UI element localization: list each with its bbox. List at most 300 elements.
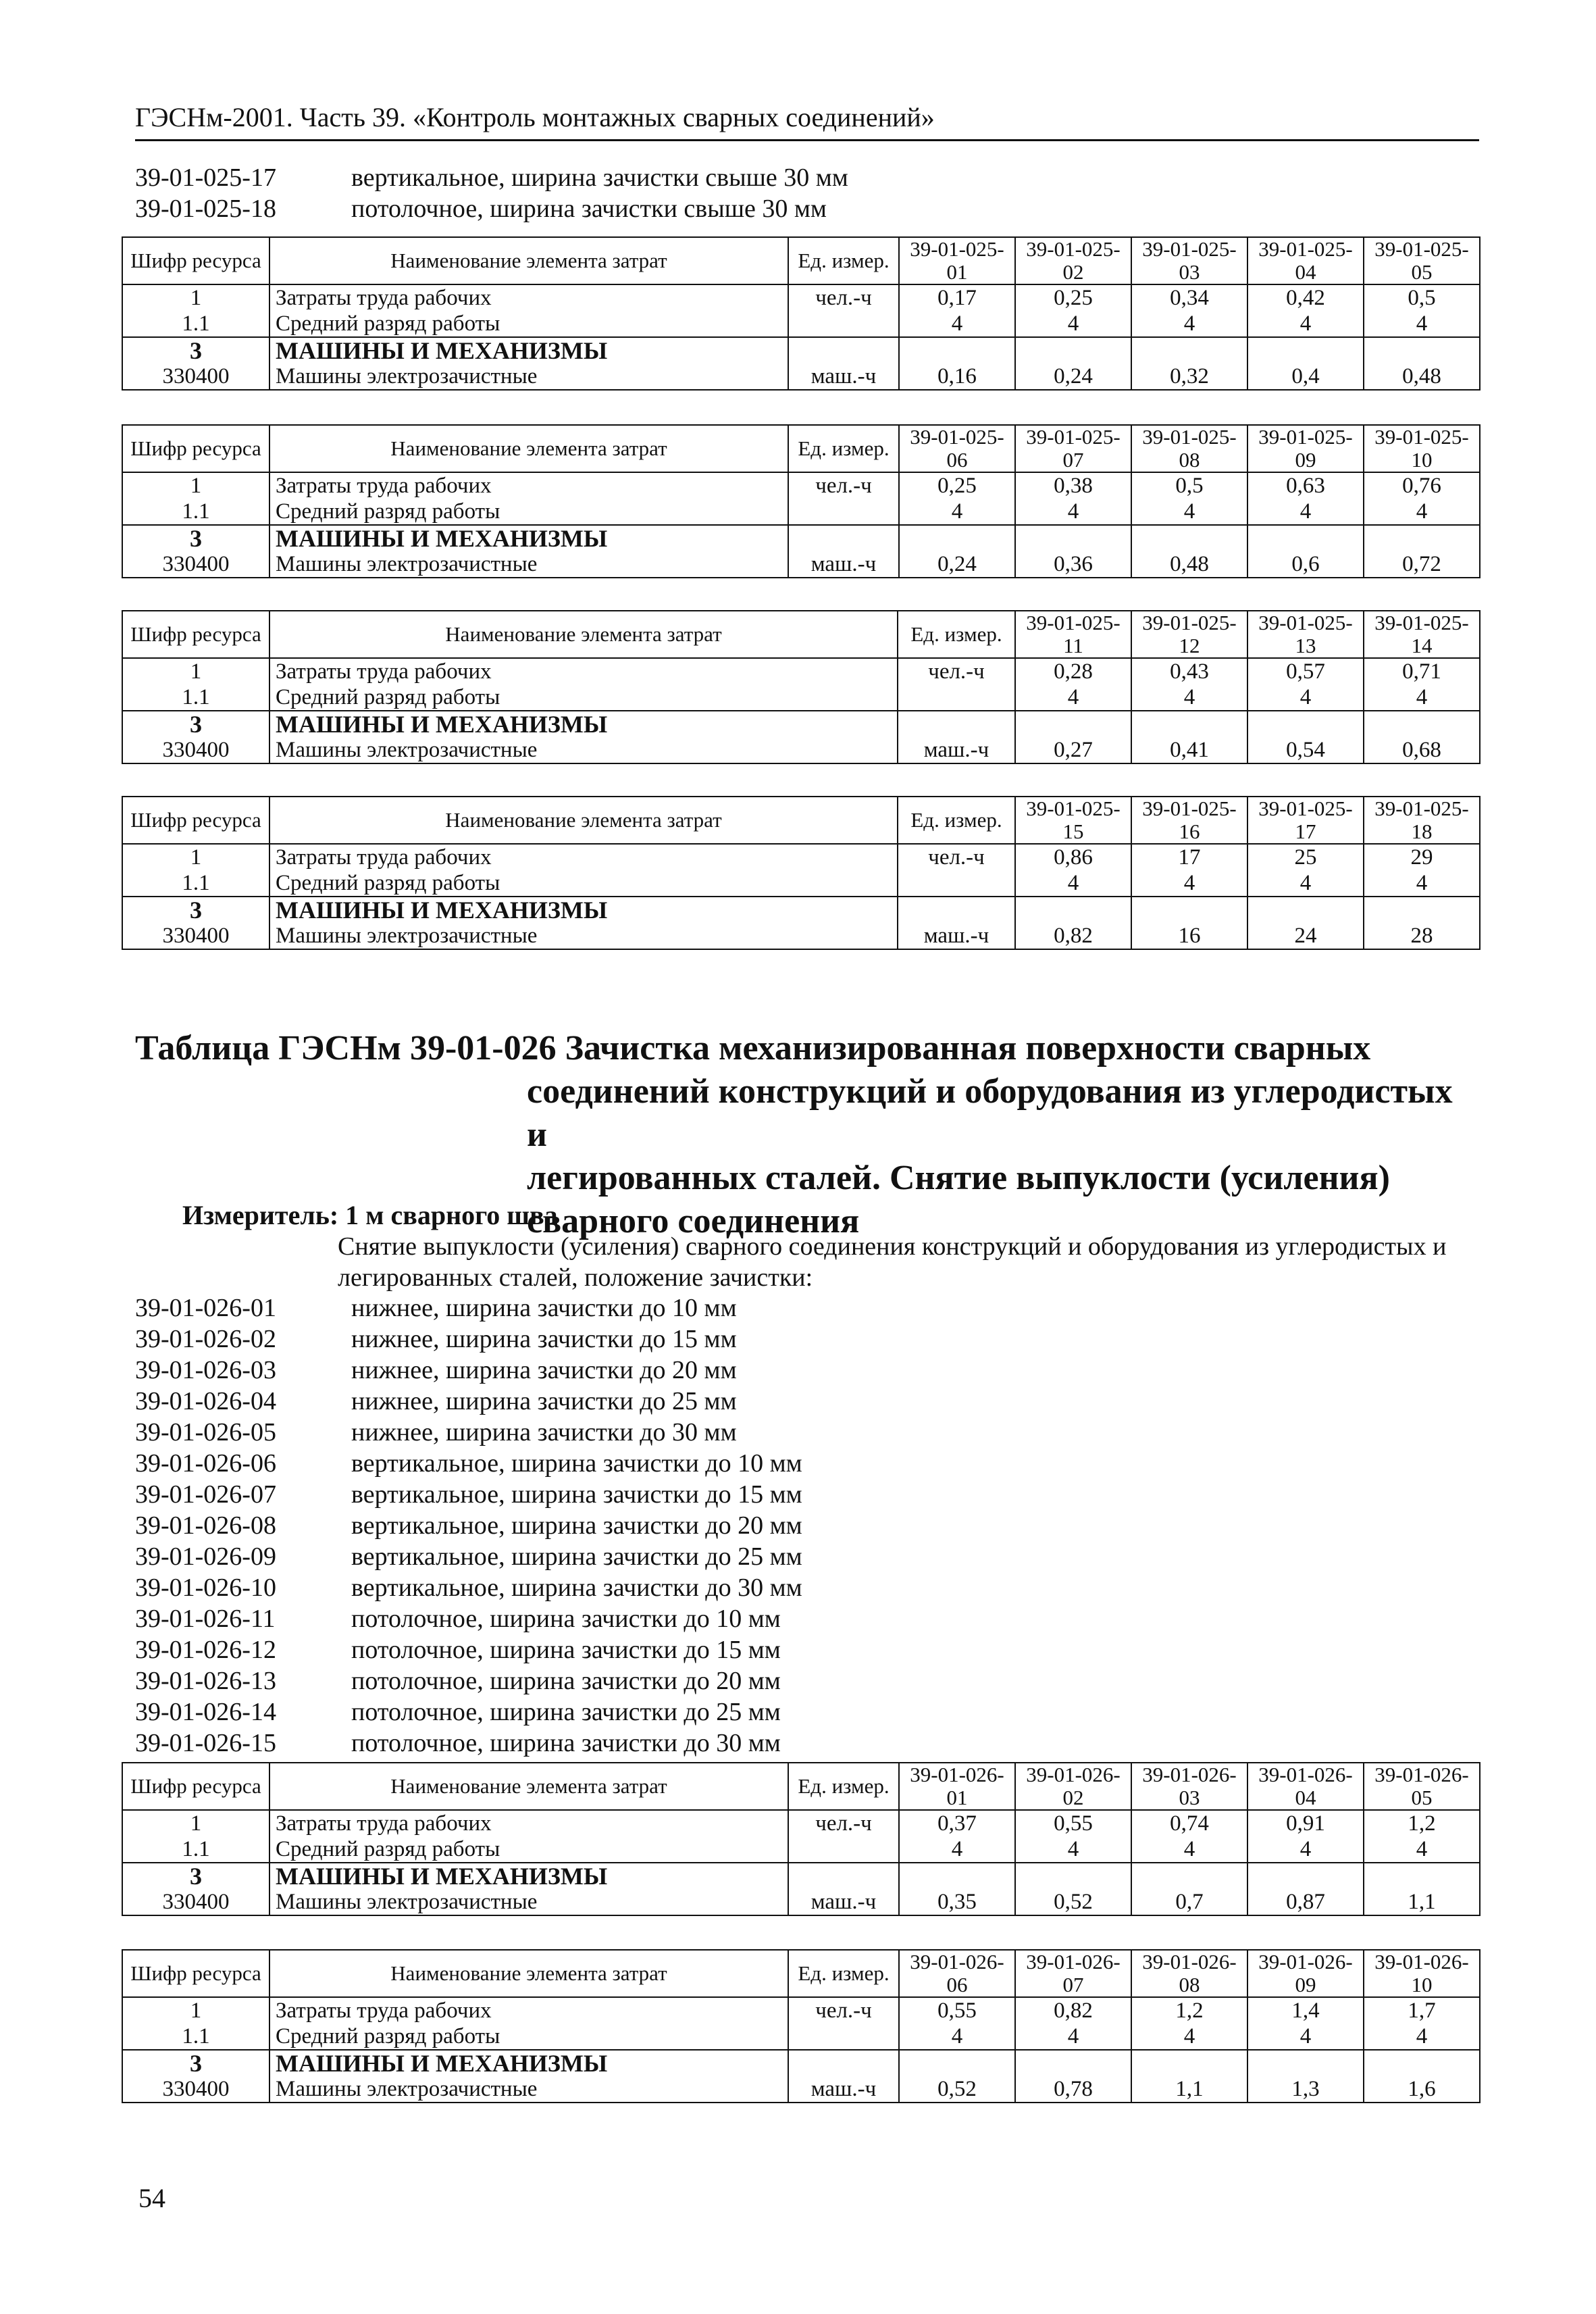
value-cell: 0,76: [1364, 472, 1480, 499]
value-cell: 4: [1131, 499, 1247, 525]
value-cell: 0,16: [899, 363, 1015, 390]
resource-code: 1: [122, 284, 269, 311]
unit-cell: чел.-ч: [788, 1810, 899, 1836]
col-header-code: Шифр ресурса: [122, 1950, 269, 1997]
value-cell: 0,63: [1247, 472, 1364, 499]
value-cell: 0,57: [1247, 658, 1364, 684]
work-code: 39-01-026-10: [135, 1574, 276, 1602]
value-cell: 4: [1247, 684, 1364, 711]
value-cell: 0,28: [1015, 658, 1131, 684]
col-header-norm: 39-01-025-16: [1131, 797, 1247, 844]
work-item: [135, 1479, 1479, 1510]
work-code: 39-01-026-02: [135, 1325, 276, 1353]
value-cell: 0,54: [1247, 737, 1364, 763]
work-text: нижнее, ширина зачистки до 30 мм: [351, 1418, 737, 1447]
unit-cell: [788, 1836, 899, 1863]
work-code: 39-01-026-14: [135, 1698, 276, 1726]
value-cell: [1247, 525, 1364, 551]
table-row: [122, 1863, 1480, 1889]
value-cell: 0,72: [1364, 551, 1480, 578]
value-cell: 4: [899, 499, 1015, 525]
value-cell: 0,36: [1015, 551, 1131, 578]
value-cell: [1247, 1863, 1364, 1889]
value-cell: [1364, 1863, 1480, 1889]
value-cell: 29: [1364, 844, 1480, 870]
value-cell: 1,4: [1247, 1997, 1364, 2023]
work-code: 39-01-025-17: [135, 164, 276, 192]
table-header-row: [122, 237, 1480, 284]
unit-cell: маш.-ч: [788, 363, 899, 390]
cost-item: Машины электрозачистные: [269, 363, 788, 390]
value-cell: 0,37: [899, 1810, 1015, 1836]
value-cell: 0,25: [1015, 284, 1131, 311]
col-header-norm: 39-01-025-01: [899, 237, 1015, 284]
unit-cell: [898, 684, 1015, 711]
value-cell: 4: [1015, 2023, 1131, 2050]
table-row: [122, 1836, 1480, 1863]
value-cell: [1131, 337, 1247, 363]
unit-cell: чел.-ч: [898, 658, 1015, 684]
resource-code: 1.1: [122, 684, 269, 711]
work-item: [135, 1510, 1479, 1541]
value-cell: 4: [1131, 684, 1247, 711]
cost-item: Машины электрозачистные: [269, 551, 788, 578]
col-header-unit: Ед. измер.: [898, 797, 1015, 844]
table-row: [122, 897, 1480, 923]
running-header: ГЭСНм-2001. Часть 39. «Контроль монтажных сварных соединений»: [135, 101, 1479, 141]
unit-cell: чел.-ч: [788, 472, 899, 499]
value-cell: 4: [1364, 870, 1480, 897]
section-label: МАШИНЫ И МЕХАНИЗМЫ: [269, 2050, 788, 2076]
col-header-norm: 39-01-025-18: [1364, 797, 1480, 844]
table-row: [122, 658, 1480, 684]
work-text: нижнее, ширина зачистки до 20 мм: [351, 1356, 737, 1384]
table-row: [122, 363, 1480, 390]
value-cell: 4: [1015, 684, 1131, 711]
value-cell: 4: [1131, 311, 1247, 337]
table-header-row: [122, 425, 1480, 472]
resource-code: 1.1: [122, 311, 269, 337]
cost-item: Средний разряд работы: [269, 2023, 788, 2050]
col-header-norm: 39-01-026-07: [1015, 1950, 1131, 1997]
work-item: [135, 1324, 1479, 1355]
value-cell: 0,34: [1131, 284, 1247, 311]
col-header-norm: 39-01-025-02: [1015, 237, 1131, 284]
col-header-unit: Ед. измер.: [898, 611, 1015, 658]
col-header-norm: 39-01-025-05: [1364, 237, 1480, 284]
resource-code: 3: [122, 897, 269, 923]
table-row: [122, 737, 1480, 763]
col-header-code: Шифр ресурса: [122, 797, 269, 844]
value-cell: 16: [1131, 923, 1247, 949]
col-header-name: Наименование элемента затрат: [269, 797, 898, 844]
value-cell: 28: [1364, 923, 1480, 949]
value-cell: 4: [1364, 2023, 1480, 2050]
work-text: нижнее, ширина зачистки до 10 мм: [351, 1294, 737, 1322]
work-text: потолочное, ширина зачистки до 25 мм: [351, 1698, 781, 1726]
value-cell: 0,48: [1364, 363, 1480, 390]
table-row: [122, 1810, 1480, 1836]
resource-code: 3: [122, 711, 269, 737]
cost-item: Затраты труда рабочих: [269, 658, 898, 684]
value-cell: 0,78: [1015, 2076, 1131, 2103]
unit-cell: маш.-ч: [898, 923, 1015, 949]
value-cell: 0,6: [1247, 551, 1364, 578]
cost-item: Средний разряд работы: [269, 684, 898, 711]
work-item: [135, 1292, 1479, 1324]
value-cell: 4: [899, 1836, 1015, 1863]
value-cell: 4: [1364, 1836, 1480, 1863]
work-code: 39-01-026-06: [135, 1449, 276, 1478]
work-item: [135, 1728, 1479, 1759]
cost-item: Затраты труда рабочих: [269, 1810, 788, 1836]
value-cell: 1,1: [1131, 2076, 1247, 2103]
resource-code: 1.1: [122, 499, 269, 525]
unit-cell: маш.-ч: [898, 737, 1015, 763]
value-cell: 0,24: [1015, 363, 1131, 390]
value-cell: 4: [1247, 2023, 1364, 2050]
value-cell: 4: [1247, 1836, 1364, 1863]
work-code: 39-01-026-15: [135, 1729, 276, 1757]
unit-cell: [898, 711, 1015, 737]
value-cell: 4: [1131, 2023, 1247, 2050]
work-text: вертикальное, ширина зачистки до 20 мм: [351, 1511, 802, 1540]
col-header-norm: 39-01-025-14: [1364, 611, 1480, 658]
work-item: [135, 193, 1479, 224]
work-code: 39-01-026-05: [135, 1418, 276, 1447]
work-text: потолочное, ширина зачистки до 20 мм: [351, 1667, 781, 1695]
cost-item: Затраты труда рабочих: [269, 472, 788, 499]
value-cell: 0,5: [1131, 472, 1247, 499]
value-cell: [1015, 711, 1131, 737]
col-header-code: Шифр ресурса: [122, 1763, 269, 1810]
value-cell: 4: [1015, 499, 1131, 525]
value-cell: 0,43: [1131, 658, 1247, 684]
resource-code: 3: [122, 525, 269, 551]
value-cell: 4: [1247, 499, 1364, 525]
cost-item: Затраты труда рабочих: [269, 844, 898, 870]
value-cell: [1364, 897, 1480, 923]
value-cell: 0,55: [899, 1997, 1015, 2023]
value-cell: [899, 525, 1015, 551]
value-cell: 0,71: [1364, 658, 1480, 684]
cost-item: Затраты труда рабочих: [269, 284, 788, 311]
value-cell: 0,87: [1247, 1889, 1364, 1915]
section-title-line: Таблица ГЭСНм 39-01-026 Зачистка механизированная поверхности сварных: [135, 1029, 1371, 1067]
value-cell: 0,68: [1364, 737, 1480, 763]
work-code: 39-01-026-01: [135, 1294, 276, 1322]
col-header-unit: Ед. измер.: [788, 1763, 899, 1810]
unit-cell: маш.-ч: [788, 551, 899, 578]
section-title-line: легированных сталей. Снятие выпуклости (усиления): [527, 1159, 1390, 1197]
norm-table-6: [122, 1949, 1481, 2103]
work-text: потолочное, ширина зачистки до 30 мм: [351, 1729, 781, 1757]
col-header-name: Наименование элемента затрат: [269, 1950, 788, 1997]
col-header-norm: 39-01-025-10: [1364, 425, 1480, 472]
col-header-unit: Ед. измер.: [788, 1950, 899, 1997]
value-cell: 0,38: [1015, 472, 1131, 499]
cost-item: Машины электрозачистные: [269, 1889, 788, 1915]
value-cell: 1,1: [1364, 1889, 1480, 1915]
norm-table-2: [122, 424, 1481, 578]
resource-code: 330400: [122, 551, 269, 578]
col-header-norm: 39-01-025-03: [1131, 237, 1247, 284]
resource-code: 1: [122, 844, 269, 870]
measure-unit: Измеритель: 1 м сварного шва: [182, 1200, 558, 1230]
value-cell: 0,24: [899, 551, 1015, 578]
work-item: [135, 1386, 1479, 1417]
col-header-norm: 39-01-026-09: [1247, 1950, 1364, 1997]
col-header-norm: 39-01-026-02: [1015, 1763, 1131, 1810]
unit-cell: [788, 499, 899, 525]
unit-cell: [788, 2050, 899, 2076]
col-header-norm: 39-01-025-12: [1131, 611, 1247, 658]
work-text: вертикальное, ширина зачистки до 15 мм: [351, 1480, 802, 1509]
resource-code: 330400: [122, 737, 269, 763]
table-row: [122, 337, 1480, 363]
col-header-norm: 39-01-026-03: [1131, 1763, 1247, 1810]
col-header-norm: 39-01-025-17: [1247, 797, 1364, 844]
work-item: [135, 1665, 1479, 1696]
table-header-row: [122, 611, 1480, 658]
col-header-norm: 39-01-025-11: [1015, 611, 1131, 658]
value-cell: 0,82: [1015, 1997, 1131, 2023]
cost-item: Средний разряд работы: [269, 499, 788, 525]
col-header-norm: 39-01-026-04: [1247, 1763, 1364, 1810]
col-header-code: Шифр ресурса: [122, 425, 269, 472]
cost-item: Машины электрозачистные: [269, 923, 898, 949]
resource-code: 1: [122, 1810, 269, 1836]
value-cell: 4: [1131, 1836, 1247, 1863]
cost-item: Средний разряд работы: [269, 1836, 788, 1863]
norm-table-1: [122, 236, 1481, 391]
col-header-name: Наименование элемента затрат: [269, 237, 788, 284]
unit-cell: [788, 525, 899, 551]
value-cell: 1,2: [1131, 1997, 1247, 2023]
resource-code: 1.1: [122, 870, 269, 897]
value-cell: 0,27: [1015, 737, 1131, 763]
value-cell: 1,7: [1364, 1997, 1480, 2023]
value-cell: 4: [1364, 499, 1480, 525]
table-row: [122, 844, 1480, 870]
col-header-norm: 39-01-026-06: [899, 1950, 1015, 1997]
col-header-norm: 39-01-026-05: [1364, 1763, 1480, 1810]
value-cell: [1247, 711, 1364, 737]
unit-cell: чел.-ч: [788, 1997, 899, 2023]
value-cell: 4: [1015, 870, 1131, 897]
col-header-unit: Ед. измер.: [788, 425, 899, 472]
norm-table-3: [122, 610, 1481, 764]
col-header-norm: 39-01-026-08: [1131, 1950, 1247, 1997]
value-cell: 4: [1015, 311, 1131, 337]
resource-code: 3: [122, 2050, 269, 2076]
value-cell: 4: [899, 311, 1015, 337]
value-cell: 4: [899, 2023, 1015, 2050]
work-item: [135, 1603, 1479, 1634]
col-header-unit: Ед. измер.: [788, 237, 899, 284]
unit-cell: чел.-ч: [788, 284, 899, 311]
col-header-norm: 39-01-026-10: [1364, 1950, 1480, 1997]
work-code: 39-01-025-18: [135, 195, 276, 223]
col-header-name: Наименование элемента затрат: [269, 611, 898, 658]
norm-table-4: [122, 796, 1481, 950]
table-row: [122, 284, 1480, 311]
work-text: нижнее, ширина зачистки до 25 мм: [351, 1387, 737, 1415]
work-item: [135, 162, 1479, 193]
value-cell: 0,17: [899, 284, 1015, 311]
value-cell: 4: [1015, 1836, 1131, 1863]
value-cell: 17: [1131, 844, 1247, 870]
value-cell: [1247, 337, 1364, 363]
resource-code: 1.1: [122, 1836, 269, 1863]
table-header-row: [122, 1763, 1480, 1810]
cost-item: Затраты труда рабочих: [269, 1997, 788, 2023]
value-cell: 1,2: [1364, 1810, 1480, 1836]
unit-cell: чел.-ч: [898, 844, 1015, 870]
work-code: 39-01-026-04: [135, 1387, 276, 1415]
cost-item: Машины электрозачистные: [269, 737, 898, 763]
page-number: 54: [138, 2183, 165, 2213]
resource-code: 3: [122, 337, 269, 363]
value-cell: [1131, 1863, 1247, 1889]
value-cell: 0,55: [1015, 1810, 1131, 1836]
section-title-line: соединений конструкций и оборудования из углеродистых и: [527, 1072, 1453, 1154]
table-row: [122, 1997, 1480, 2023]
value-cell: 4: [1247, 311, 1364, 337]
value-cell: 1,6: [1364, 2076, 1480, 2103]
value-cell: 24: [1247, 923, 1364, 949]
value-cell: [899, 337, 1015, 363]
work-code: 39-01-026-12: [135, 1636, 276, 1664]
work-description: Снятие выпуклости (усиления) сварного соединения конструкций и оборудования из углеродистых и легированных сталей, положение зачистки:: [338, 1232, 1447, 1292]
value-cell: 4: [1364, 311, 1480, 337]
work-code: 39-01-026-08: [135, 1511, 276, 1540]
unit-cell: [898, 870, 1015, 897]
col-header-norm: 39-01-025-09: [1247, 425, 1364, 472]
table-row: [122, 711, 1480, 737]
value-cell: 0,7: [1131, 1889, 1247, 1915]
table-row: [122, 1889, 1480, 1915]
value-cell: [899, 2050, 1015, 2076]
resource-code: 330400: [122, 1889, 269, 1915]
value-cell: [1015, 337, 1131, 363]
work-text: вертикальное, ширина зачистки свыше 30 мм: [351, 164, 848, 192]
value-cell: [1131, 2050, 1247, 2076]
section-label: МАШИНЫ И МЕХАНИЗМЫ: [269, 711, 898, 737]
table-row: [122, 472, 1480, 499]
resource-code: 1: [122, 472, 269, 499]
value-cell: 0,42: [1247, 284, 1364, 311]
col-header-code: Шифр ресурса: [122, 237, 269, 284]
value-cell: 0,52: [1015, 1889, 1131, 1915]
work-item: [135, 1355, 1479, 1386]
value-cell: 0,86: [1015, 844, 1131, 870]
table-row: [122, 2023, 1480, 2050]
unit-cell: [788, 337, 899, 363]
table-row: [122, 311, 1480, 337]
value-cell: [1131, 711, 1247, 737]
value-cell: [1015, 2050, 1131, 2076]
value-cell: [1131, 897, 1247, 923]
table-row: [122, 2050, 1480, 2076]
table-row: [122, 2076, 1480, 2103]
value-cell: 4: [1364, 684, 1480, 711]
value-cell: [1364, 2050, 1480, 2076]
col-header-code: Шифр ресурса: [122, 611, 269, 658]
work-code: 39-01-026-03: [135, 1356, 276, 1384]
col-header-norm: 39-01-025-08: [1131, 425, 1247, 472]
value-cell: [1364, 337, 1480, 363]
work-item: [135, 1696, 1479, 1728]
value-cell: 0,52: [899, 2076, 1015, 2103]
value-cell: [1364, 525, 1480, 551]
resource-code: 3: [122, 1863, 269, 1889]
col-header-name: Наименование элемента затрат: [269, 1763, 788, 1810]
value-cell: [1247, 897, 1364, 923]
value-cell: [1131, 525, 1247, 551]
section-label: МАШИНЫ И МЕХАНИЗМЫ: [269, 897, 898, 923]
value-cell: 0,82: [1015, 923, 1131, 949]
unit-cell: [788, 311, 899, 337]
value-cell: [899, 1863, 1015, 1889]
resource-code: 1: [122, 1997, 269, 2023]
section-label: МАШИНЫ И МЕХАНИЗМЫ: [269, 337, 788, 363]
work-code: 39-01-026-11: [135, 1605, 276, 1633]
value-cell: 0,32: [1131, 363, 1247, 390]
value-cell: [1015, 525, 1131, 551]
unit-cell: [788, 1863, 899, 1889]
unit-cell: [788, 2023, 899, 2050]
table-row: [122, 551, 1480, 578]
value-cell: 0,35: [899, 1889, 1015, 1915]
value-cell: 0,48: [1131, 551, 1247, 578]
value-cell: 0,41: [1131, 737, 1247, 763]
section-title-line: сварного соединения: [527, 1202, 860, 1240]
resource-code: 1: [122, 658, 269, 684]
value-cell: 4: [1247, 870, 1364, 897]
value-cell: 4: [1131, 870, 1247, 897]
work-text: вертикальное, ширина зачистки до 30 мм: [351, 1574, 802, 1602]
cost-item: Средний разряд работы: [269, 870, 898, 897]
work-item: [135, 1448, 1479, 1479]
work-code: 39-01-026-09: [135, 1542, 276, 1571]
value-cell: [1015, 1863, 1131, 1889]
resource-code: 330400: [122, 923, 269, 949]
work-text: потолочное, ширина зачистки до 10 мм: [351, 1605, 781, 1633]
resource-code: 330400: [122, 2076, 269, 2103]
preceding-work-list: [135, 162, 1479, 224]
col-header-name: Наименование элемента затрат: [269, 425, 788, 472]
col-header-norm: 39-01-025-06: [899, 425, 1015, 472]
table-row: [122, 870, 1480, 897]
col-header-norm: 39-01-025-13: [1247, 611, 1364, 658]
value-cell: 0,25: [899, 472, 1015, 499]
resource-code: 330400: [122, 363, 269, 390]
work-code: 39-01-026-13: [135, 1667, 276, 1695]
value-cell: [1247, 2050, 1364, 2076]
work-code: 39-01-026-07: [135, 1480, 276, 1509]
unit-cell: [898, 897, 1015, 923]
work-text: нижнее, ширина зачистки до 15 мм: [351, 1325, 737, 1353]
col-header-norm: 39-01-025-07: [1015, 425, 1131, 472]
work-item: [135, 1572, 1479, 1603]
col-header-norm: 39-01-025-04: [1247, 237, 1364, 284]
table-row: [122, 923, 1480, 949]
unit-cell: маш.-ч: [788, 2076, 899, 2103]
value-cell: 0,5: [1364, 284, 1480, 311]
value-cell: 25: [1247, 844, 1364, 870]
work-text: вертикальное, ширина зачистки до 10 мм: [351, 1449, 802, 1478]
